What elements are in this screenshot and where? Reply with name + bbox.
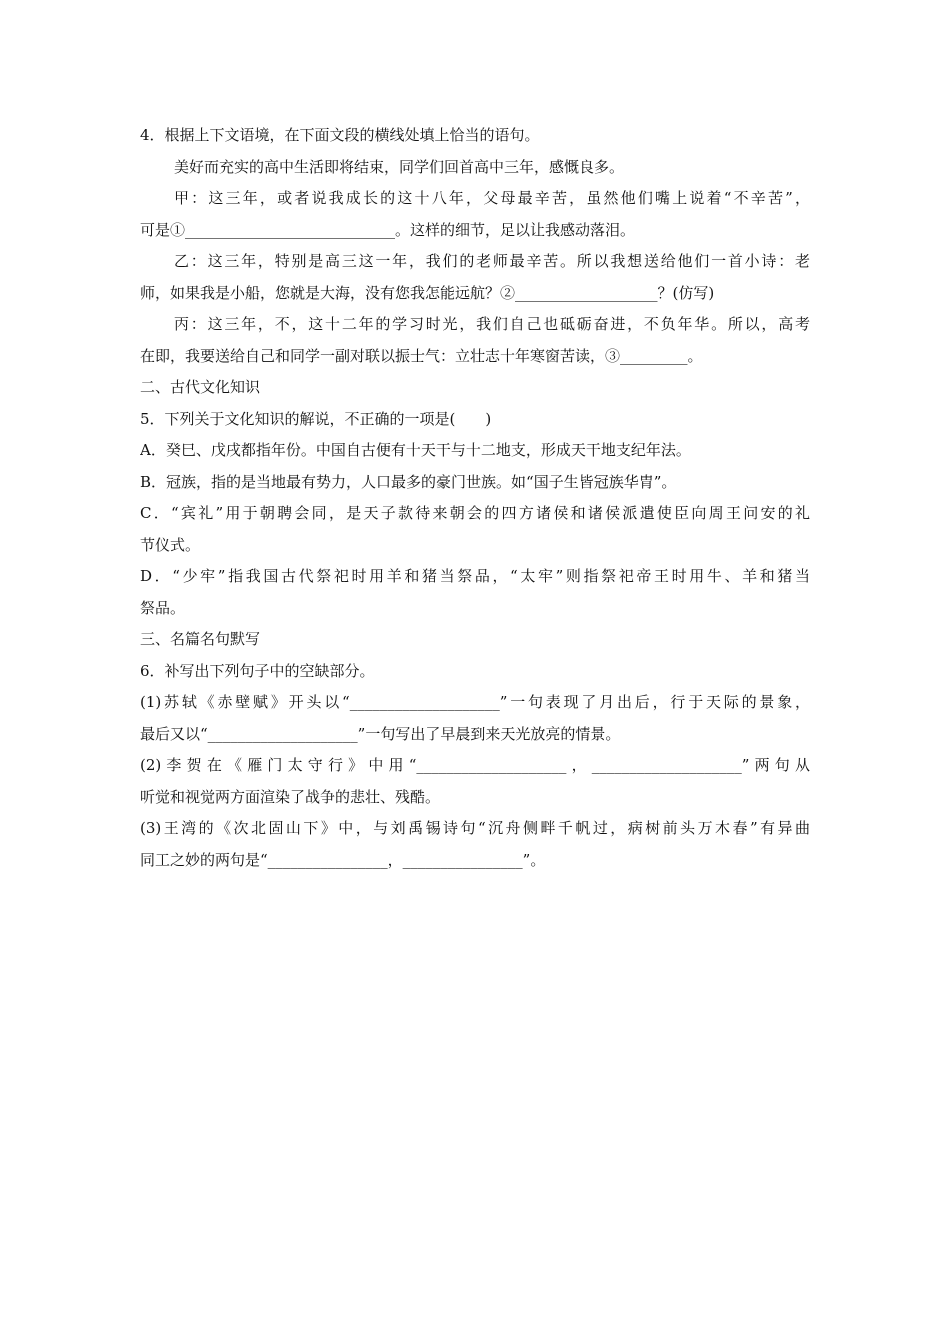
- question-5-option-d-line-1: D．“少牢”指我国古代祭祀时用羊和猪当祭品，“太牢”则指祭祀帝王时用牛、羊和猪当: [140, 567, 810, 585]
- question-4-intro: 美好而充实的高中生活即将结束，同学们回首高中三年，感慨良多。: [174, 157, 625, 176]
- question-4-bing-line-1: 丙：这三年，不，这十二年的学习时光，我们自己也砥砺奋进，不负年华。所以，高考: [174, 315, 810, 333]
- question-6-item-1-line-2: 最后又以“____________________”一句写出了早晨到来天光放亮的情景。: [140, 724, 621, 743]
- question-6-item-3-line-1: (3)王湾的《次北固山下》中，与刘禹锡诗句“沉舟侧畔千帆过，病树前头万木春”有异曲: [140, 819, 810, 837]
- question-5-option-b: B．冠族，指的是当地最有势力，人口最多的豪门世族。如“国子生皆冠族华胄”。: [140, 472, 677, 491]
- question-5-option-a: A．癸巳、戊戌都指年份。中国自古便有十天干与十二地支，形成天干地支纪年法。: [140, 441, 691, 459]
- section-2-heading: 二、古代文化知识: [140, 378, 261, 396]
- question-5-prompt: 5．下列关于文化知识的解说，不正确的一项是( ): [140, 409, 492, 428]
- question-4-yi-line-1: 乙：这三年，特别是高三这一年，我们的老师最辛苦。所以我想送给他们一首小诗：老: [174, 252, 810, 270]
- question-4-prompt: 4．根据上下文语境，在下面文段的横线处填上恰当的语句。: [140, 126, 540, 144]
- question-5-option-c-line-2: 节仪式。: [140, 535, 201, 554]
- question-4-jia-line-1: 甲：这三年，或者说我成长的这十八年，父母最辛苦，虽然他们嘴上说着“不辛苦”，: [174, 189, 810, 207]
- question-4-bing-line-2: 在即，我要送给自己和同学一副对联以振士气：立壮志十年寒窗苦读，③_________。: [140, 346, 703, 365]
- question-4-yi-line-2: 师，如果我是小船，您就是大海，没有您我怎能远航？②___________________？(仿写): [140, 283, 715, 302]
- question-6-item-2-line-1: (2)李贺在《雁门太守行》中用“____________________，____________________”两句从: [140, 756, 810, 774]
- section-3-heading: 三、名篇名句默写: [140, 630, 261, 648]
- document-page: [140, 120, 810, 876]
- question-6-item-3-line-2: 同工之妙的两句是“________________，________________”。: [140, 850, 546, 869]
- question-4-jia-line-2: 可是①____________________________。这样的细节，足以让我感动落泪。: [140, 220, 636, 239]
- question-6-prompt: 6．补写出下列句子中的空缺部分。: [140, 661, 375, 680]
- question-6-item-2-line-2: 听觉和视觉两方面渲染了战争的悲壮、残酷。: [140, 787, 441, 806]
- question-5-option-c-line-1: C．“宾礼”用于朝聘会同，是天子款待来朝会的四方诸侯和诸侯派遣使臣向周王问安的礼: [140, 504, 810, 522]
- question-6-item-1-line-1: (1)苏轼《赤壁赋》开头以“____________________”一句表现了月出后，行于天际的景象，: [140, 693, 810, 711]
- question-5-option-d-line-2: 祭品。: [140, 598, 186, 617]
